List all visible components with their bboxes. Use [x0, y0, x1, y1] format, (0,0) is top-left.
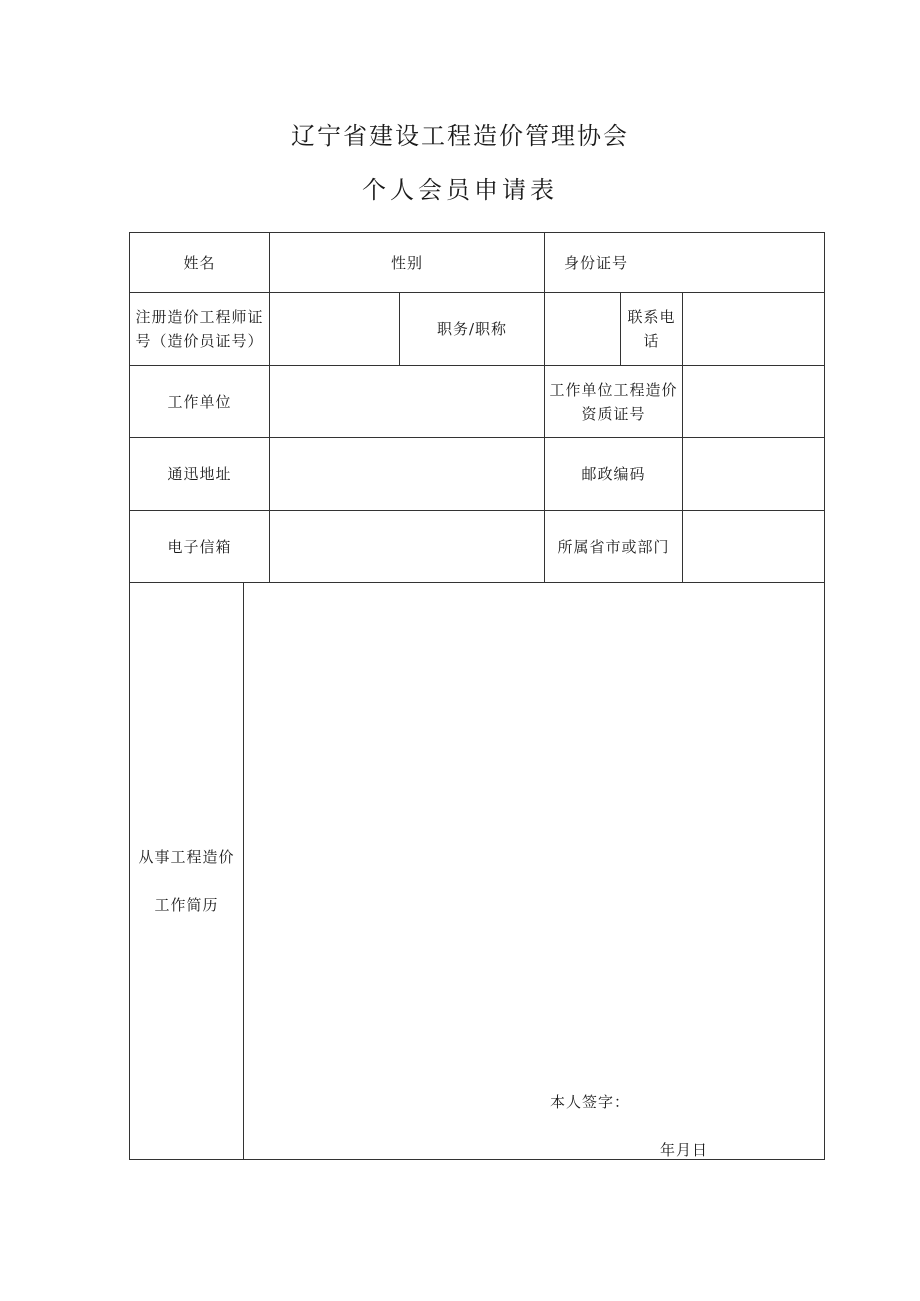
date-label — [660, 1137, 730, 1163]
work-unit-label — [130, 366, 269, 437]
address-label — [130, 438, 269, 510]
date-label-text: 年月日 — [660, 1141, 709, 1159]
postcode-label — [545, 438, 682, 510]
position-title-label — [400, 293, 544, 365]
work-unit-label-text: 工作单位 — [167, 392, 232, 411]
position-title-label-text: 职务/职称 — [436, 320, 508, 338]
phone-label-line2: 话 — [643, 332, 660, 350]
gender-label — [270, 233, 544, 292]
address-field[interactable] — [270, 438, 544, 510]
phone-label-line1: 联系电 — [627, 308, 676, 326]
resume-label-line1 — [130, 843, 243, 871]
form-title: 辽宁省建设工程造价管理协会 — [291, 122, 629, 150]
position-title-field[interactable] — [545, 293, 620, 365]
resume-label-line2-text: 工作简历 — [154, 896, 219, 914]
registration-cert-label-line1: 注册造价工程师证 — [135, 308, 264, 326]
qualification-cert-field[interactable] — [683, 366, 824, 437]
phone-label — [621, 293, 682, 365]
registration-cert-label-line2: 号（造价员证号） — [135, 332, 264, 350]
registration-cert-label — [130, 293, 269, 365]
resume-label-line1-text: 从事工程造价 — [138, 848, 235, 866]
province-dept-label — [545, 511, 682, 582]
qualification-cert-label-line1: 工作单位工程造价 — [549, 380, 678, 399]
postcode-label-text: 邮政编码 — [581, 465, 646, 483]
email-label-text: 电子信箱 — [167, 537, 232, 556]
qualification-cert-label-line2: 资质证号 — [581, 404, 646, 423]
email-label — [130, 511, 269, 582]
name-label-text: 姓名 — [183, 253, 216, 272]
id-number-label-text: 身份证号 — [563, 253, 628, 272]
province-dept-field[interactable] — [683, 511, 824, 582]
resume-label-line2 — [130, 891, 243, 919]
work-unit-field[interactable] — [270, 366, 544, 437]
email-field[interactable] — [270, 511, 544, 582]
signature-label-text: 本人签字： — [550, 1093, 631, 1111]
gender-label-text: 性别 — [390, 253, 423, 272]
signature-label — [550, 1089, 650, 1115]
province-dept-label-text: 所属省市或部门 — [557, 537, 670, 556]
address-label-text: 通迅地址 — [167, 465, 232, 483]
form-subtitle: 个人会员申请表 — [362, 176, 558, 204]
name-label — [130, 233, 269, 292]
postcode-field[interactable] — [683, 438, 824, 510]
qualification-cert-label — [545, 366, 682, 437]
phone-field[interactable] — [683, 293, 824, 365]
application-form-table — [129, 232, 825, 1160]
registration-cert-field[interactable] — [270, 293, 399, 365]
id-number-label — [545, 233, 647, 292]
resume-field[interactable] — [244, 583, 824, 1083]
id-number-field[interactable] — [648, 233, 824, 292]
